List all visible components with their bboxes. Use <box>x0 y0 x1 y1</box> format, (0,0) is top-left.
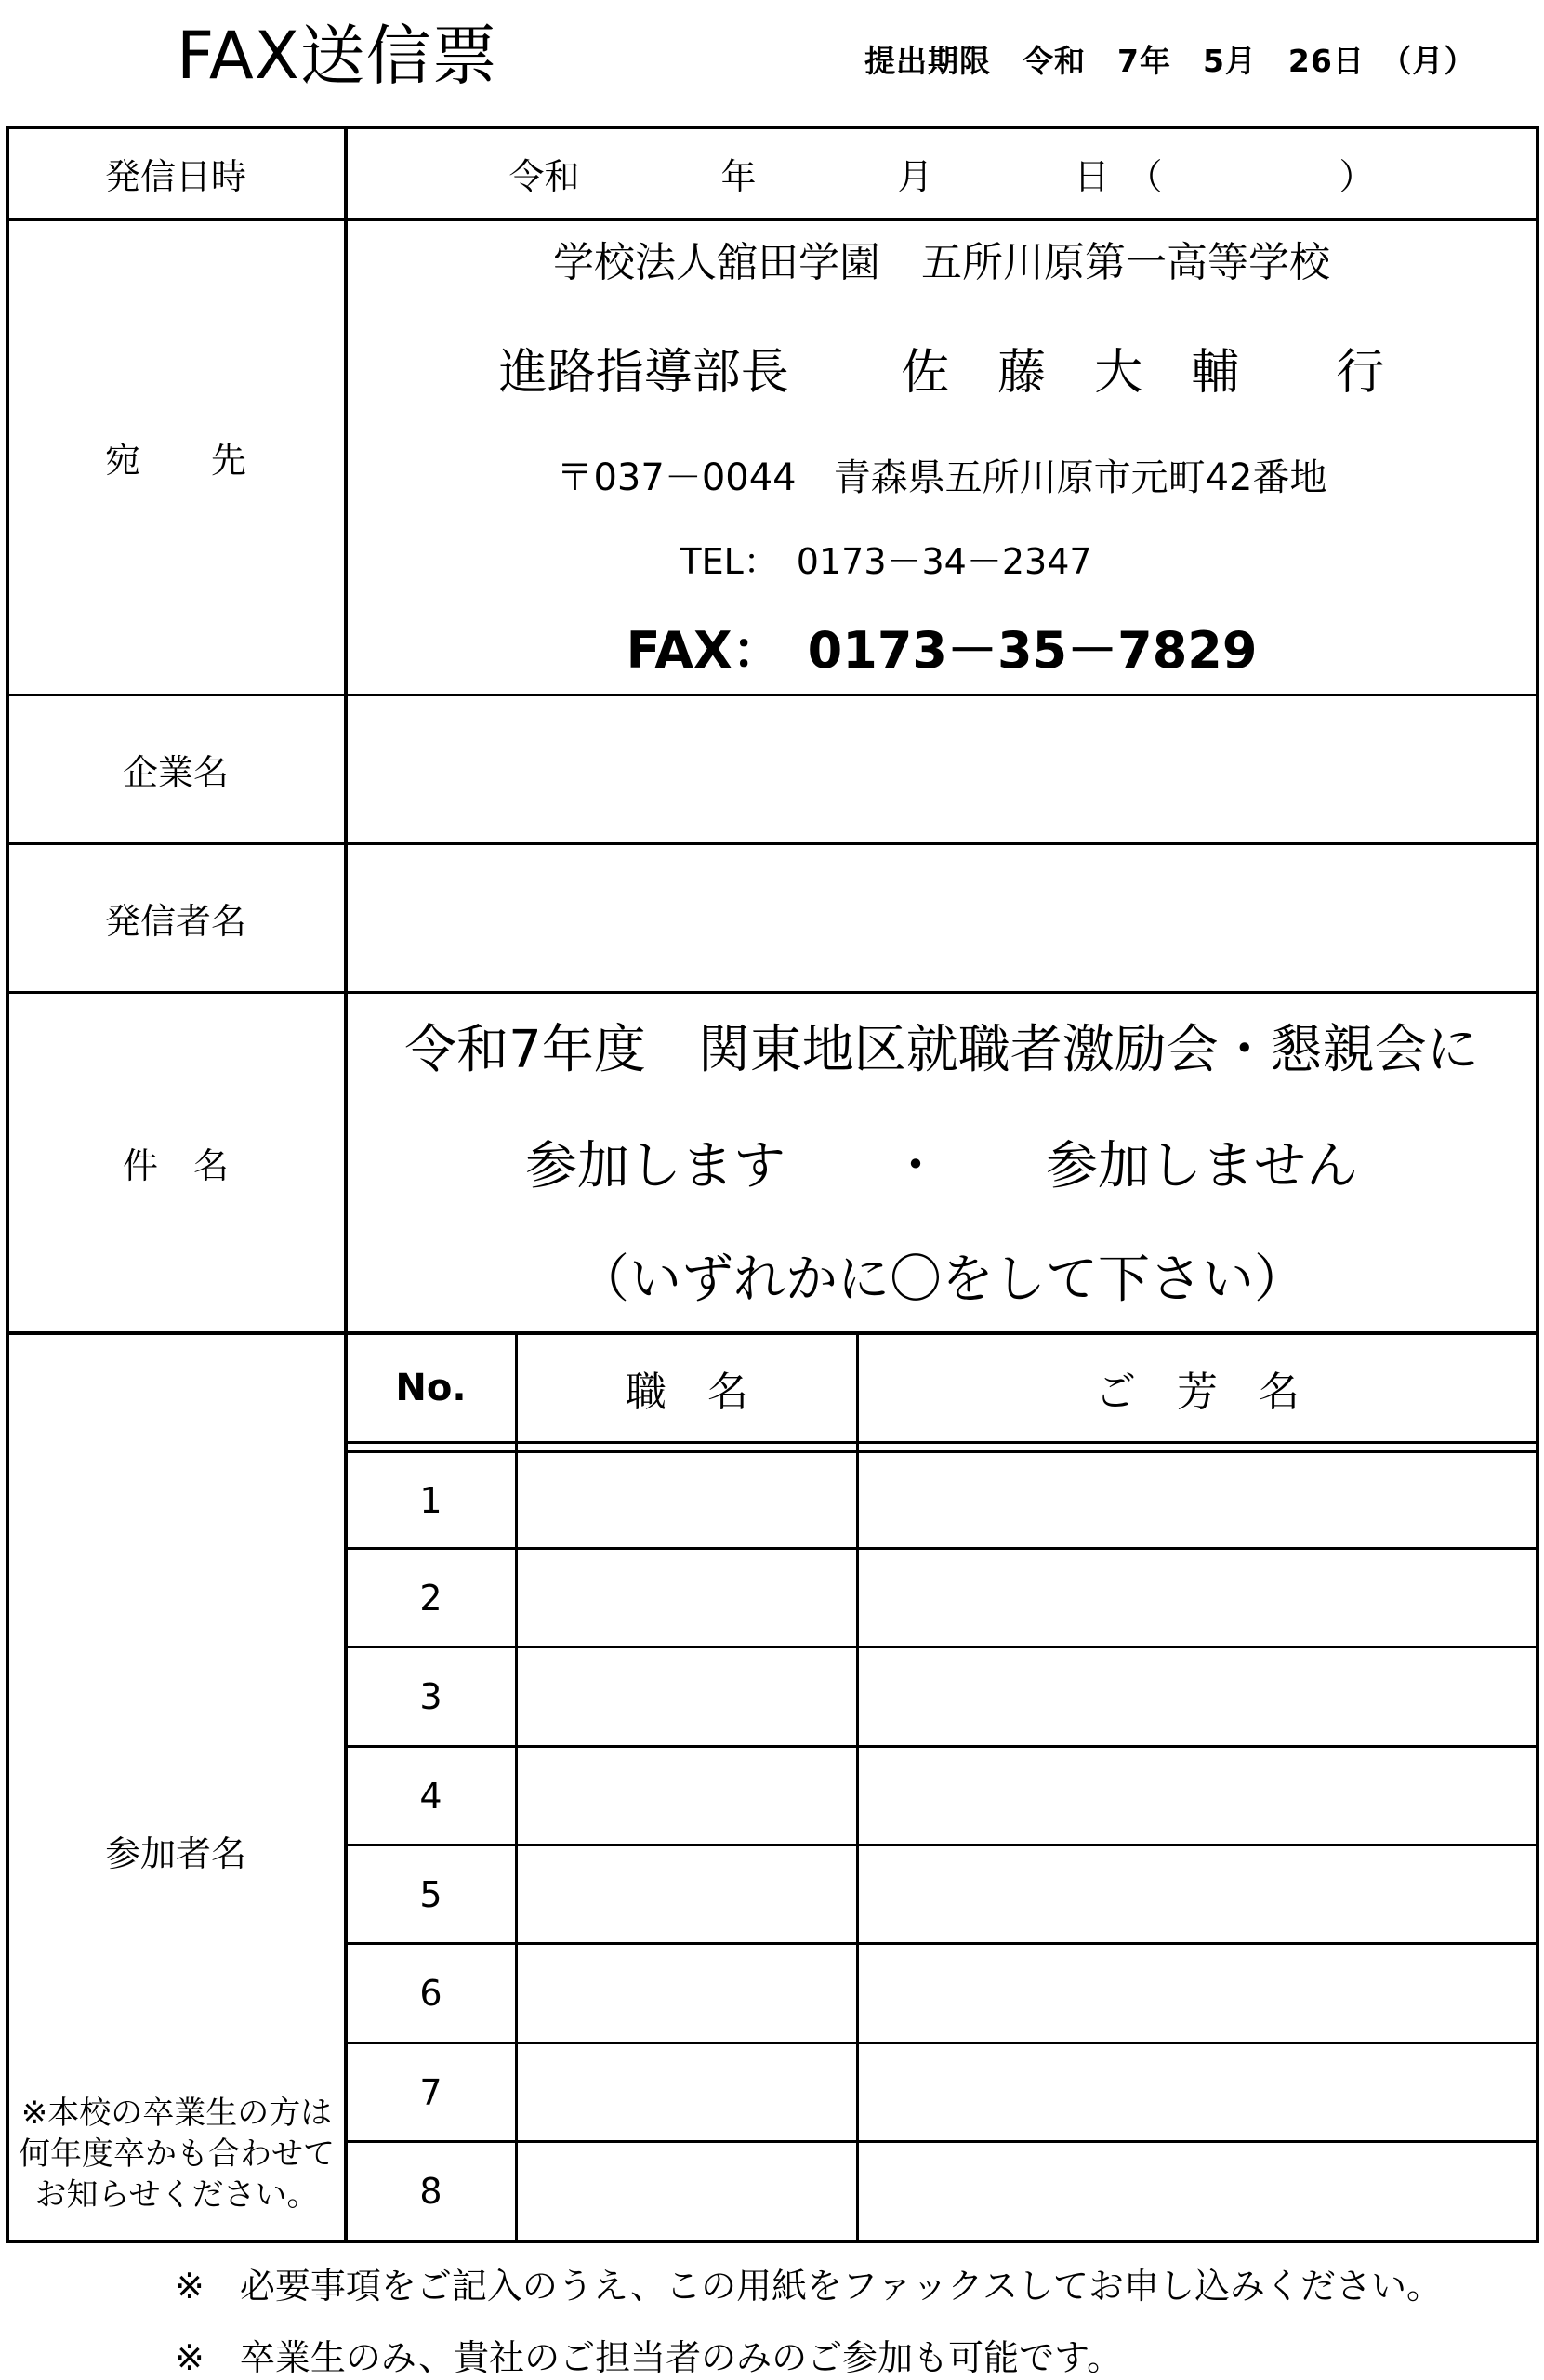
sender-label: 発信者名 <box>104 901 246 942</box>
page-title: FAX送信票 <box>177 18 498 94</box>
row-number: 4 <box>419 1775 442 1817</box>
destination-label: 宛 先 <box>104 440 246 481</box>
participant-row-divider <box>344 1942 1537 1945</box>
school-name: 学校法人舘田学園 五所川原第一高等学校 <box>553 239 1330 286</box>
footer-note-1: ※ 必要事項をご記入のうえ、この用紙をファックスしてお申し込みください。 <box>175 2266 1442 2307</box>
row-number: 5 <box>419 1873 442 1915</box>
footer-note-2: ※ 卒業生のみ、貴社のご担当者のみのご参加も可能です。 <box>175 2337 1123 2378</box>
row-number: 6 <box>419 1973 442 2014</box>
date-label: 発信日時 <box>104 155 246 197</box>
company-field[interactable] <box>347 696 1537 842</box>
row-number: 1 <box>419 1479 442 1521</box>
header-divider <box>344 1441 1537 1444</box>
subject-instruction: （いずれかに〇をして下さい） <box>577 1250 1306 1310</box>
header-divider <box>344 1450 1537 1453</box>
row-number: 3 <box>419 1676 442 1717</box>
participant-row-divider <box>344 2042 1537 2044</box>
row-number: 8 <box>419 2171 442 2212</box>
column-divider <box>856 1331 859 2240</box>
company-label: 企業名 <box>122 752 229 793</box>
row-number: 7 <box>419 2071 442 2113</box>
table-border-bottom <box>6 2240 1539 2243</box>
address: 〒037－0044 青森県五所川原市元町42番地 <box>556 456 1327 499</box>
participant-row-divider <box>344 1844 1537 1846</box>
column-divider <box>515 1331 518 2240</box>
column-header-name: ご 芳 名 <box>1095 1368 1300 1416</box>
tel-number: TEL： 0173－34－2347 <box>680 540 1092 582</box>
sender-field[interactable] <box>347 845 1537 991</box>
date-field[interactable]: 令和 年 月 日 （ ） <box>508 155 1375 197</box>
column-header-no: No. <box>395 1366 467 1409</box>
graduate-note: ※本校の卒業生の方は何年度卒かも合わせてお知らせください。 <box>19 2095 335 2214</box>
participant-row-divider <box>344 2140 1537 2143</box>
fax-number: FAX： 0173－35－7829 <box>626 620 1258 680</box>
participant-row-divider <box>344 1547 1537 1550</box>
column-header-title: 職 名 <box>626 1368 748 1416</box>
subject-label: 件 名 <box>122 1145 229 1186</box>
participants-label: 参加者名 <box>104 1832 246 1874</box>
deadline: 提出期限 令和 7年 5月 26日 （月） <box>864 43 1476 79</box>
recipient-name: 進路指導部長 佐 藤 大 輔 行 <box>498 344 1385 401</box>
row-number: 2 <box>419 1577 442 1619</box>
attendance-choice[interactable]: 参加します ・ 参加しません <box>525 1136 1358 1197</box>
subject-line-1: 令和7年度 関東地区就職者激励会・懇親会に <box>404 1020 1479 1080</box>
participant-row-divider <box>344 1745 1537 1748</box>
participant-row-divider <box>344 1646 1537 1648</box>
